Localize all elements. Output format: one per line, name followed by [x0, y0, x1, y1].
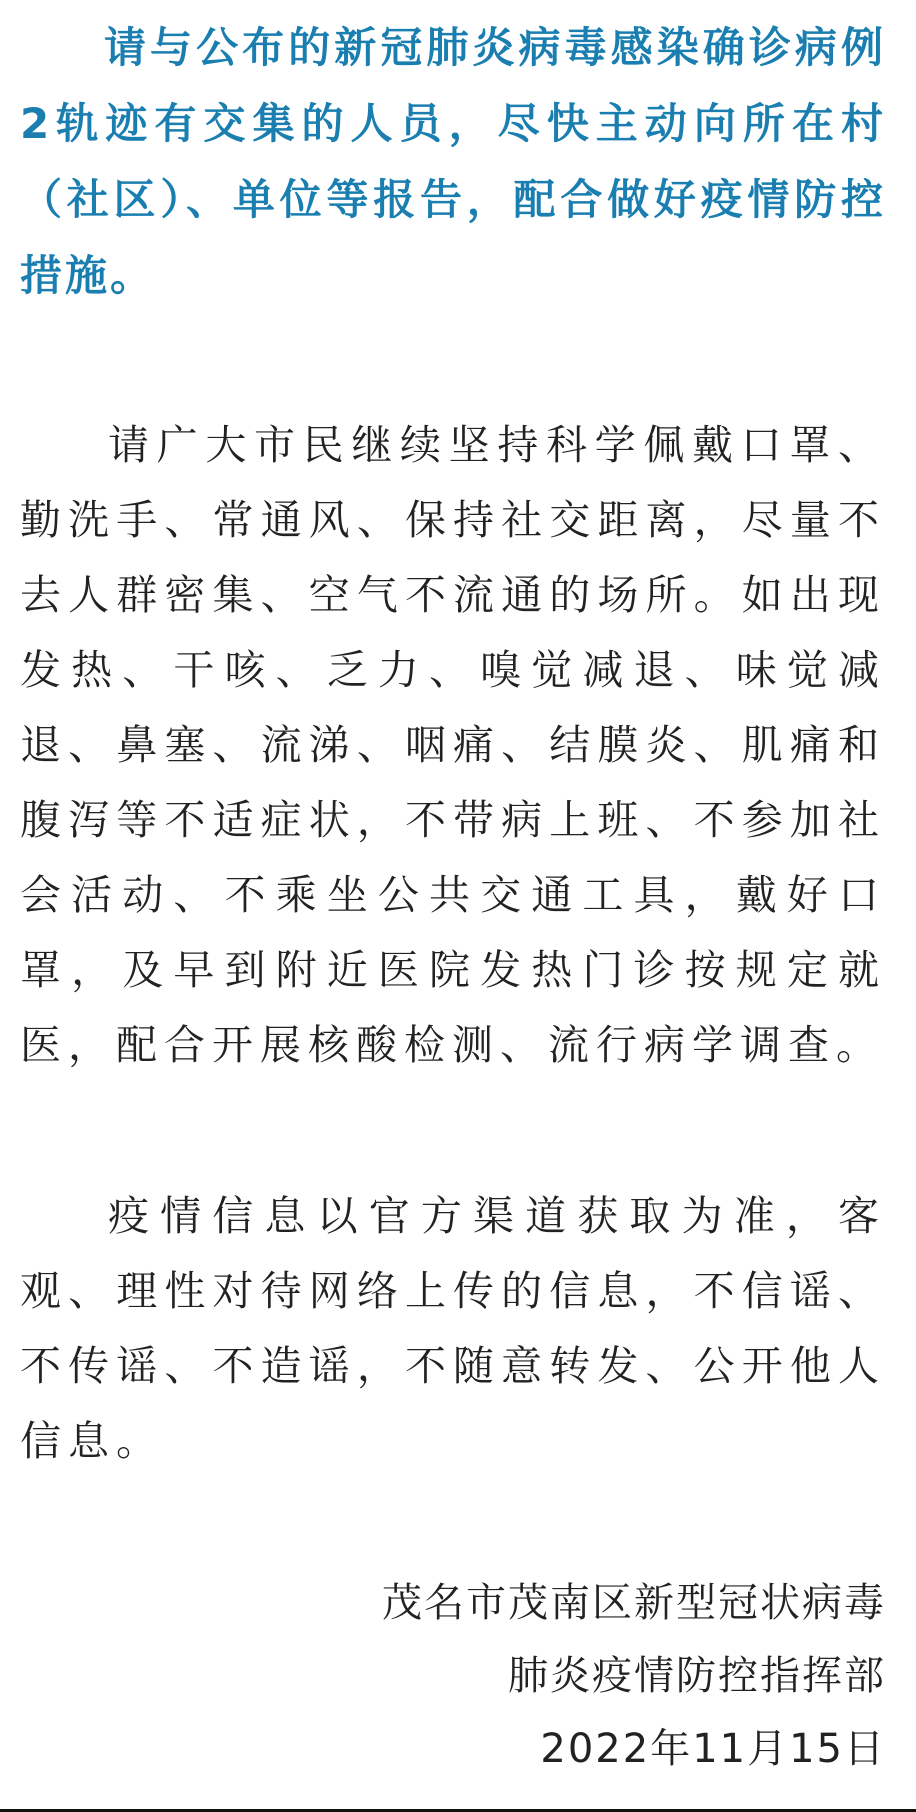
signature-org-line-1: 茂名市茂南区新型冠状病毒 — [382, 1580, 886, 1626]
signature-date: 2022年11月15日 — [540, 1726, 886, 1772]
signature-block — [20, 1567, 886, 1786]
prevention-advice-paragraph: 请广大市民继续坚持科学佩戴口罩、勤洗手、常通风、保持社交距离，尽量不去人群密集、空气不流通的场所。如出现发热、干咳、乏力、嗅觉减退、味觉减退、鼻塞、流涕、咽痛、结膜炎、肌痛和腹泻等不适症状，不带病上班、不参加社会活动、不乘坐公共交通工具，戴好口罩，及早到附近医院发热门诊按规定就医，配合开展核酸检测、流行病学调查。 — [20, 421, 886, 1069]
notice-paragraph: 请与公布的新冠肺炎病毒感染确诊病例2轨迹有交集的人员，尽快主动向所在村（社区）、单位等报告，配合做好疫情防控措施。 — [20, 23, 886, 300]
information-advice-paragraph: 疫情信息以官方渠道获取为准，客观、理性对待网络上传的信息，不信谣、不传谣、不造谣，不随意转发、公开他人信息。 — [20, 1192, 886, 1465]
signature-org-line-2: 肺炎疫情防控指挥部 — [508, 1653, 886, 1699]
article-body — [20, 10, 886, 1786]
